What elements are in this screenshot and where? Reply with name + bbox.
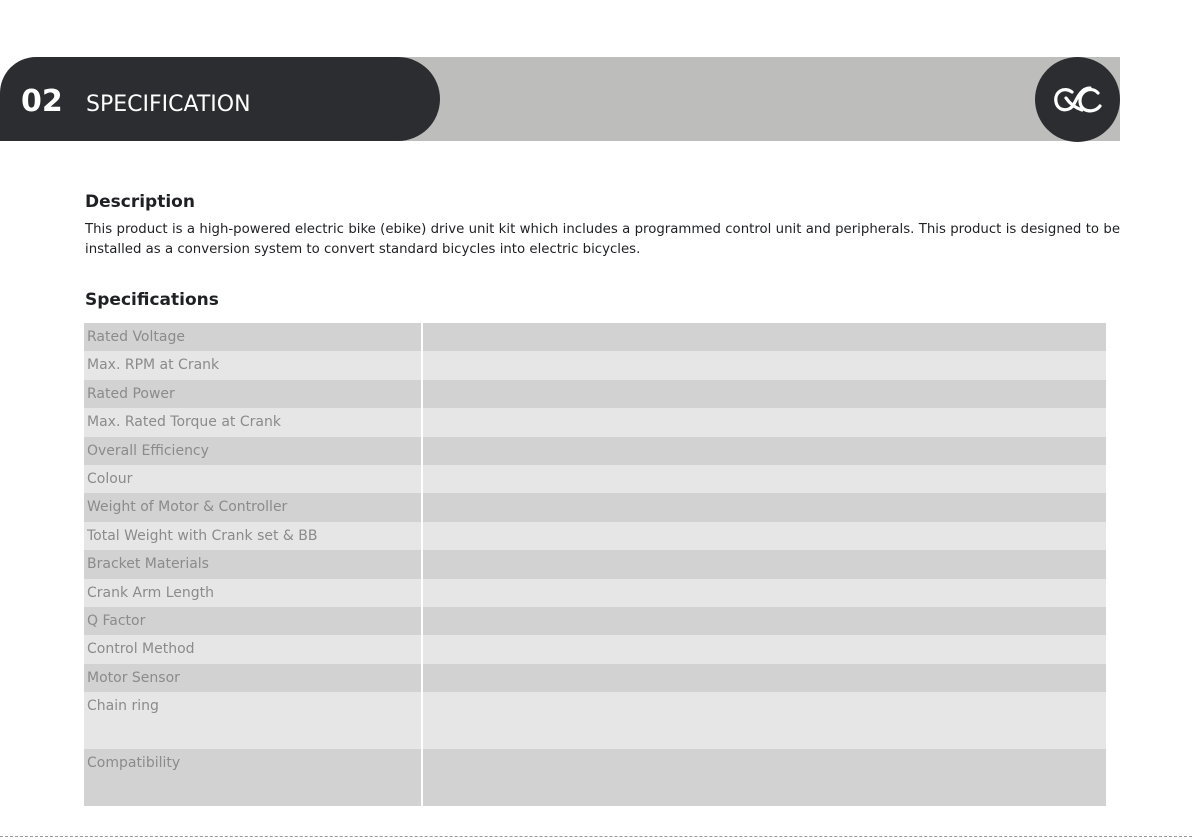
spec-value: [423, 380, 1106, 408]
spec-value: [423, 465, 1106, 493]
table-row: [84, 692, 1106, 749]
spec-value: [423, 692, 1106, 749]
page-divider: [0, 836, 1192, 837]
spec-label: Motor Sensor: [84, 664, 423, 692]
table-row: [84, 493, 1106, 521]
table-row: [84, 380, 1106, 408]
spec-value: [423, 408, 1106, 436]
spec-value: [423, 493, 1106, 521]
spec-label: Weight of Motor & Controller: [84, 493, 423, 521]
spec-label: Compatibility: [84, 749, 423, 806]
spec-value: [423, 635, 1106, 663]
specifications-heading: Specifications: [85, 290, 219, 310]
table-row: [84, 351, 1106, 379]
table-row: [84, 437, 1106, 465]
spec-value: [423, 437, 1106, 465]
spec-label: Overall Efficiency: [84, 437, 423, 465]
spec-label: Control Method: [84, 635, 423, 663]
table-row: [84, 607, 1106, 635]
spec-value: [423, 550, 1106, 578]
spec-value: [423, 749, 1106, 806]
section-title: SPECIFICATION: [86, 92, 251, 117]
spec-label: Rated Power: [84, 380, 423, 408]
spec-value: [423, 607, 1106, 635]
bicycle-logo-icon: [1035, 57, 1120, 142]
description-text: This product is a high-powered electric bike (ebike) drive unit kit which includes a programmed control unit and peripherals. This product is designed to be installed as a conversion system to convert standard bicycles into electric bicycles.: [85, 222, 1120, 257]
specifications-table: [84, 323, 1106, 806]
spec-value: [423, 522, 1106, 550]
table-row: [84, 664, 1106, 692]
table-row: [84, 323, 1106, 351]
table-row: [84, 635, 1106, 663]
spec-label: Q Factor: [84, 607, 423, 635]
table-row: [84, 749, 1106, 806]
table-row: [84, 579, 1106, 607]
spec-label: Total Weight with Crank set & BB: [84, 522, 423, 550]
spec-label: Crank Arm Length: [84, 579, 423, 607]
description-heading: Description: [85, 192, 195, 212]
spec-label: Colour: [84, 465, 423, 493]
spec-label: Max. Rated Torque at Crank: [84, 408, 423, 436]
spec-value: [423, 664, 1106, 692]
table-row: [84, 522, 1106, 550]
spec-label: Max. RPM at Crank: [84, 351, 423, 379]
spec-label: Rated Voltage: [84, 323, 423, 351]
table-row: [84, 465, 1106, 493]
table-row: [84, 550, 1106, 578]
table-row: [84, 408, 1106, 436]
spec-value: [423, 323, 1106, 351]
spec-label: Chain ring: [84, 692, 423, 749]
section-number: 02: [21, 84, 63, 119]
spec-value: [423, 351, 1106, 379]
spec-label: Bracket Materials: [84, 550, 423, 578]
spec-value: [423, 579, 1106, 607]
